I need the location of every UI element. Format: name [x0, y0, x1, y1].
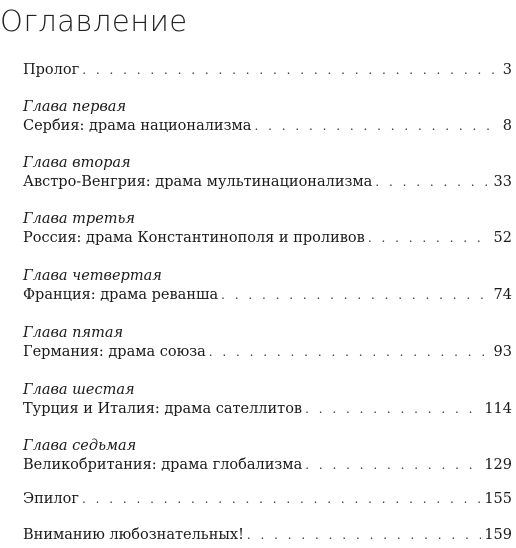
toc-entry-chapter-5[interactable] [23, 324, 512, 362]
toc-entry-prologue[interactable] [23, 60, 512, 80]
toc-page-number: 52 [493, 230, 512, 246]
toc-page-number: 3 [502, 62, 512, 78]
toc-entry-epilogue[interactable] [23, 489, 512, 509]
dot-leader [254, 116, 499, 136]
chapter-number: Глава первая [23, 99, 127, 115]
toc-entry-chapter-4[interactable] [23, 267, 512, 305]
chapter-number: Глава шестая [23, 382, 135, 398]
toc-page-number: 8 [502, 118, 512, 134]
toc-page-number: 159 [484, 527, 512, 543]
toc-page-number: 93 [493, 344, 512, 360]
chapter-number: Глава пятая [23, 325, 124, 341]
toc-entry-label: Германия: драма союза [23, 344, 206, 360]
toc-entry-chapter-3[interactable] [23, 210, 512, 248]
toc-page-number: 33 [493, 174, 512, 190]
toc-entry-label: Россия: драма Константинополя и проливов [23, 230, 365, 246]
toc-entry-label: Пролог [23, 62, 80, 78]
toc-entry-label: Эпилог [23, 491, 79, 507]
toc-entry-chapter-2[interactable] [23, 154, 512, 192]
toc-entry-label: Австро-Венгрия: драма мультинационализма [23, 174, 373, 190]
toc-entry-appendix[interactable] [23, 525, 512, 545]
dot-leader [305, 455, 481, 475]
toc-page-number: 114 [484, 401, 512, 417]
dot-leader [82, 489, 481, 509]
toc-entry-label: Вниманию любознательных! [23, 527, 244, 543]
toc-entry-label: Сербия: драма национализма [23, 118, 252, 134]
toc-entry-chapter-6[interactable] [23, 381, 512, 419]
toc-entry-chapter-1[interactable] [23, 98, 512, 136]
chapter-number: Глава вторая [23, 155, 131, 171]
toc-entry-label: Франция: драма реванша [23, 287, 219, 303]
dot-leader [209, 342, 491, 362]
dot-leader [247, 525, 481, 545]
toc-entry-label: Турция и Италия: драма сателлитов [23, 401, 303, 417]
chapter-number: Глава седьмая [23, 438, 137, 454]
toc-page-number: 74 [493, 287, 512, 303]
dot-leader [82, 60, 500, 80]
toc-entry-label: Великобритания: драма глобализма [23, 457, 303, 473]
dot-leader [375, 172, 490, 192]
toc-entry-chapter-7[interactable] [23, 437, 512, 475]
dot-leader [221, 285, 490, 305]
page-title: Оглавление [0, 4, 188, 38]
dot-leader [368, 228, 491, 248]
chapter-number: Глава третья [23, 211, 136, 227]
toc-page-number: 129 [484, 457, 512, 473]
toc-page-number: 155 [484, 491, 512, 507]
chapter-number: Глава четвертая [23, 268, 162, 284]
dot-leader [305, 399, 481, 419]
